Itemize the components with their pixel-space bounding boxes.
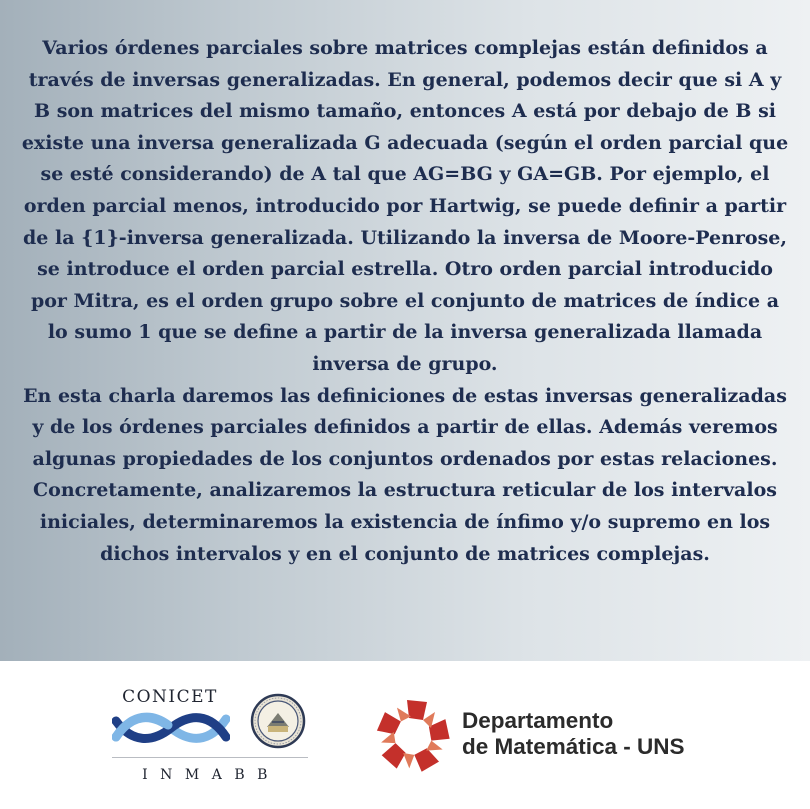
abstract-paragraph-1: Varios órdenes parciales sobre matrices complejas están definidos a través de inversas generalizadas. En general, podemos decir que si A y B son matrices del mismo tamaño, entonces A está por debajo de B si existe una inversa generalizada G adecuada (según el orden parcial que se esté considerando) de A tal que AG=BG y GA=GB. Por ejemplo, el orden parcial menos, introducido por Hartwig, se puede definir a partir de la {1}-inversa generalizada. Utilizando la inversa de Moore-Penrose, se introduce el orden parcial estrella. Otro orden parcial introducido por Mitra, es el orden grupo sobre el conjunto de matrices de índice a lo sumo 1 que se define a partir de la inversa generalizada llamada inversa de grupo. [21, 37, 789, 375]
department-emblem-icon [372, 695, 454, 777]
department-line-2: de Matemática - UNS [462, 734, 685, 759]
inmabb-seal-icon [250, 693, 306, 749]
conicet-ribbon-icon [112, 707, 230, 749]
inmabb-label: INMABB [142, 767, 280, 783]
abstract-text [18, 33, 792, 570]
abstract-paragraph-2: En esta charla daremos las definiciones de estas inversas generalizadas y de los órdenes parciales definidos a partir de ellas. Además veremos algunas propiedades de los conjuntos ordenados por estas relaciones. Concretamente, analizaremos la estructura reticular de los intervalos iniciales, determinaremos la existencia de ínfimo y/o supremo en los dichos intervalos y en el conjunto de matrices complejas. [23, 384, 787, 565]
department-line-1: Departamento [462, 708, 614, 733]
department-name [462, 708, 685, 760]
conicet-label: CONICET [122, 687, 218, 707]
logo-divider [112, 757, 308, 758]
